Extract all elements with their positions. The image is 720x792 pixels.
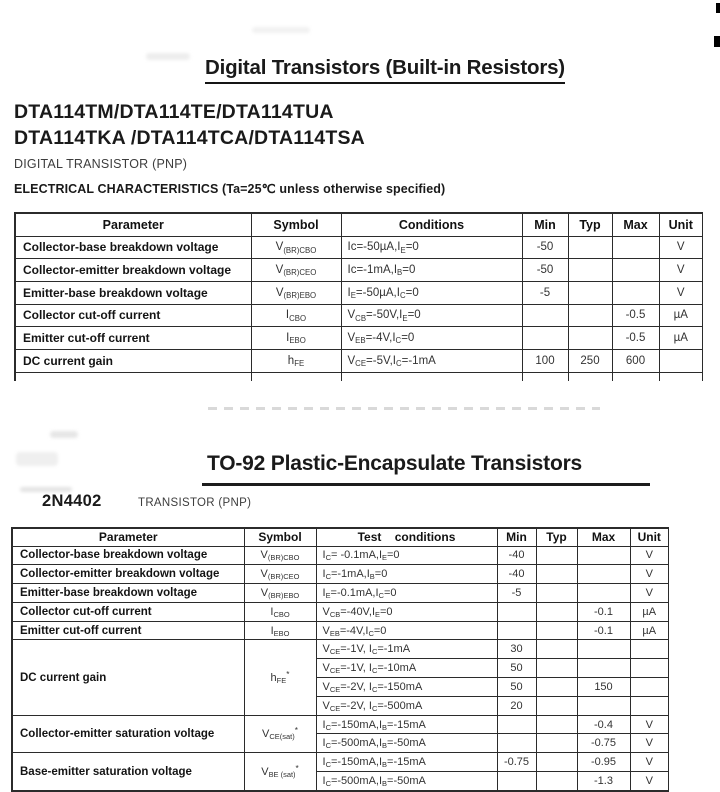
column-header: Unit	[659, 213, 703, 236]
table-row	[12, 584, 669, 603]
column-header: Test conditions	[316, 528, 497, 546]
column-header: Max	[612, 213, 659, 236]
table-cell: Emitter cut-off current	[15, 327, 251, 350]
table-cell: µA	[630, 621, 669, 640]
table-cell: Collector-base breakdown voltage	[15, 236, 251, 259]
table-cell: $V_{(BR)CEO}$	[251, 259, 341, 282]
table-cell: $V_{EB}=-4V,I_C=0$	[316, 621, 497, 640]
table-row	[15, 304, 703, 327]
column-header: Typ	[568, 213, 612, 236]
table-cell: $I_{CBO}$	[244, 602, 316, 621]
table-cell: $V_{(BR)EBO}$	[244, 584, 316, 603]
table-cell: µA	[630, 602, 669, 621]
table-cell	[536, 621, 577, 640]
part-number-2n4402: 2N4402	[42, 492, 102, 510]
column-header: Min	[497, 528, 536, 546]
table-cell	[536, 584, 577, 603]
table-cell: µA	[659, 327, 703, 350]
table-cell	[522, 304, 568, 327]
table-cell: $V_{CE}=-5V,I_C=-1mA$	[341, 349, 522, 372]
table-cell	[577, 546, 630, 565]
table-cell: Collector cut-off current	[15, 304, 251, 327]
electrical-characteristics-table	[14, 212, 703, 381]
table-cell	[536, 546, 577, 565]
table-row	[15, 349, 703, 372]
scan-smudge	[252, 27, 310, 33]
table-row	[12, 621, 669, 640]
table-row	[15, 327, 703, 350]
table-row	[12, 715, 669, 734]
table-cell: $V_{(BR)CBO}$	[244, 546, 316, 565]
table-cell: $V_{EB}=-4V,I_C=0$	[341, 327, 522, 350]
table-cell: V	[630, 565, 669, 584]
table-cell: V	[630, 734, 669, 753]
table-cell: $V_{(BR)CEO}$	[244, 565, 316, 584]
table-row	[12, 546, 669, 565]
header-row	[12, 528, 669, 546]
table-cell: -0.4	[577, 715, 630, 734]
table-cell: Base-emitter saturation voltage	[12, 753, 244, 791]
table-cell	[630, 678, 669, 697]
table-cell	[536, 640, 577, 659]
2n4402-characteristics-table-wrapper	[11, 527, 669, 792]
table-cell: -0.95	[577, 753, 630, 772]
table-cell	[612, 372, 659, 381]
column-header: Parameter	[15, 213, 251, 236]
table-cell: $h_{FE}^*$	[244, 640, 316, 715]
table-cell: -5	[497, 584, 536, 603]
table-row	[12, 640, 669, 659]
table-cell	[341, 372, 522, 381]
table-cell	[612, 281, 659, 304]
table-cell: $I_C=-1mA,I_B=0$	[316, 565, 497, 584]
table-cell: V	[659, 281, 703, 304]
table-cell: -0.5	[612, 327, 659, 350]
table-cell: $I_C=-150mA,I_B=-15mA$	[316, 753, 497, 772]
table-cell: DC current gain	[15, 349, 251, 372]
table-cell	[568, 259, 612, 282]
table-row	[15, 372, 703, 381]
table-cell	[522, 372, 568, 381]
table-row	[12, 565, 669, 584]
table-cell: $V_{CB}=-40V,I_E=0$	[316, 602, 497, 621]
table-cell	[630, 659, 669, 678]
table-cell: 20	[497, 696, 536, 715]
column-header: Symbol	[244, 528, 316, 546]
column-header: Symbol	[251, 213, 341, 236]
table-cell: µA	[659, 304, 703, 327]
column-header: Min	[522, 213, 568, 236]
table-cell: $V_{CE}=-2V$, $I_C=-150mA$	[316, 678, 497, 697]
table-row	[15, 236, 703, 259]
table-cell	[659, 349, 703, 372]
table-cell: $h_{FE}$	[251, 349, 341, 372]
electrical-characteristics-table-wrapper	[14, 212, 703, 381]
table-cell: $I_{EBO}$	[251, 327, 341, 350]
table-cell	[536, 602, 577, 621]
table-cell: -50	[522, 259, 568, 282]
table-cell	[15, 372, 251, 381]
table-cell: Collector cut-off current	[12, 602, 244, 621]
table-cell: Emitter cut-off current	[12, 621, 244, 640]
table-cell: DC current gain	[12, 640, 244, 715]
table-cell	[568, 372, 612, 381]
table-cell: 100	[522, 349, 568, 372]
table-cell: Collector-base breakdown voltage	[12, 546, 244, 565]
table-cell	[536, 565, 577, 584]
table-cell	[612, 236, 659, 259]
table-cell: V	[630, 753, 669, 772]
table-cell: V	[630, 546, 669, 565]
table-cell: V	[630, 772, 669, 791]
table-cell: $Ic=-50\mu A,I_E=0$	[341, 236, 522, 259]
table-row	[12, 753, 669, 772]
section-title-underline	[202, 483, 650, 486]
table-cell	[536, 715, 577, 734]
table-cell	[497, 602, 536, 621]
table-cell: $V_{CE}=-1V$, $I_C=-1mA$	[316, 640, 497, 659]
table-cell: $I_C= -0.1mA,I_E=0$	[316, 546, 497, 565]
table-cell	[536, 678, 577, 697]
table-cell	[659, 372, 703, 381]
scan-artifact-dashed-line	[208, 407, 600, 410]
table-cell: -1.3	[577, 772, 630, 791]
page-title: Digital Transistors (Built-in Resistors)	[205, 56, 565, 84]
table-cell: V	[630, 584, 669, 603]
table-cell: $I_E=-50\mu A,I_C=0$	[341, 281, 522, 304]
table-cell	[522, 327, 568, 350]
table-cell: $I_C=-500mA,I_B=-50mA$	[316, 772, 497, 791]
scan-smudge	[16, 452, 58, 466]
table-cell: -0.1	[577, 621, 630, 640]
table-cell: $V_{BE (sat)}^*$	[244, 753, 316, 791]
table-cell: -0.75	[497, 753, 536, 772]
table-cell: Collector-emitter breakdown voltage	[12, 565, 244, 584]
table-cell: 50	[497, 678, 536, 697]
table-cell	[577, 584, 630, 603]
table-cell: $V_{CE}=-1V$, $I_C=-10mA$	[316, 659, 497, 678]
scan-mark-top-right-1	[716, 3, 720, 13]
table-cell: V	[659, 236, 703, 259]
table-cell	[612, 259, 659, 282]
table-cell: -0.5	[612, 304, 659, 327]
table-cell	[497, 772, 536, 791]
table-cell	[536, 659, 577, 678]
device-type-label: DIGITAL TRANSISTOR (PNP)	[14, 157, 188, 171]
part-numbers-line2: DTA114TKA /DTA114TCA/DTA114TSA	[14, 127, 365, 149]
table-cell: 50	[497, 659, 536, 678]
table-cell: $V_{CB}=-50V,I_E=0$	[341, 304, 522, 327]
table-cell	[497, 734, 536, 753]
table-row	[15, 259, 703, 282]
table-cell	[536, 734, 577, 753]
table-cell	[497, 715, 536, 734]
table-cell	[251, 372, 341, 381]
table-cell: $I_C=-150mA,I_B=-15mA$	[316, 715, 497, 734]
column-header: Conditions	[341, 213, 522, 236]
table-row	[15, 281, 703, 304]
table-cell	[536, 696, 577, 715]
table-cell: Emitter-base breakdown voltage	[15, 281, 251, 304]
table-cell: $I_C=-500mA,I_B=-50mA$	[316, 734, 497, 753]
scan-mark-top-right-2	[714, 36, 720, 47]
table-cell: 150	[577, 678, 630, 697]
table-cell: Collector-emitter saturation voltage	[12, 715, 244, 753]
table-cell: 600	[612, 349, 659, 372]
table-cell: $V_{(BR)CBO}$	[251, 236, 341, 259]
table-cell	[536, 772, 577, 791]
table-cell: -40	[497, 546, 536, 565]
table-cell: 250	[568, 349, 612, 372]
table-cell: $I_E=-0.1mA,I_C=0$	[316, 584, 497, 603]
table-cell	[577, 565, 630, 584]
part-numbers-line1: DTA114TM/DTA114TE/DTA114TUA	[14, 101, 334, 123]
table-cell	[568, 236, 612, 259]
section-title: TO-92 Plastic-Encapsulate Transistors	[207, 452, 583, 475]
column-header: Max	[577, 528, 630, 546]
header-row	[15, 213, 703, 236]
table-cell: $I_{EBO}$	[244, 621, 316, 640]
scan-smudge	[146, 53, 190, 60]
table-cell: -0.75	[577, 734, 630, 753]
table-cell	[536, 753, 577, 772]
electrical-characteristics-heading: ELECTRICAL CHARACTERISTICS (Ta=25℃ unless otherwise specified)	[14, 182, 446, 196]
table-cell: $V_{CE}=-2V$, $I_C=-500mA$	[316, 696, 497, 715]
table-cell	[497, 621, 536, 640]
device-type-label: TRANSISTOR (PNP)	[138, 497, 252, 509]
table-cell: -5	[522, 281, 568, 304]
table-cell	[568, 327, 612, 350]
table-cell	[568, 281, 612, 304]
table-cell: Collector-emitter breakdown voltage	[15, 259, 251, 282]
table-cell: -0.1	[577, 602, 630, 621]
column-header: Parameter	[12, 528, 244, 546]
table-cell: $I_{CBO}$	[251, 304, 341, 327]
column-header: Typ	[536, 528, 577, 546]
table-cell: -40	[497, 565, 536, 584]
table-cell	[630, 696, 669, 715]
table-cell	[577, 696, 630, 715]
table-cell: Emitter-base breakdown voltage	[12, 584, 244, 603]
table-cell: $Ic=-1mA,I_B=0$	[341, 259, 522, 282]
table-cell: V	[659, 259, 703, 282]
table-cell: -50	[522, 236, 568, 259]
table-row	[12, 602, 669, 621]
table-cell: $V_{(BR)EBO}$	[251, 281, 341, 304]
table-cell: 30	[497, 640, 536, 659]
table-cell	[577, 640, 630, 659]
table-cell: V	[630, 715, 669, 734]
table-cell: $V_{CE(sat)}^*$	[244, 715, 316, 753]
table-cell	[568, 304, 612, 327]
table-cell	[630, 640, 669, 659]
scan-smudge	[50, 431, 78, 438]
2n4402-characteristics-table	[11, 527, 669, 792]
column-header: Unit	[630, 528, 669, 546]
table-cell	[577, 659, 630, 678]
